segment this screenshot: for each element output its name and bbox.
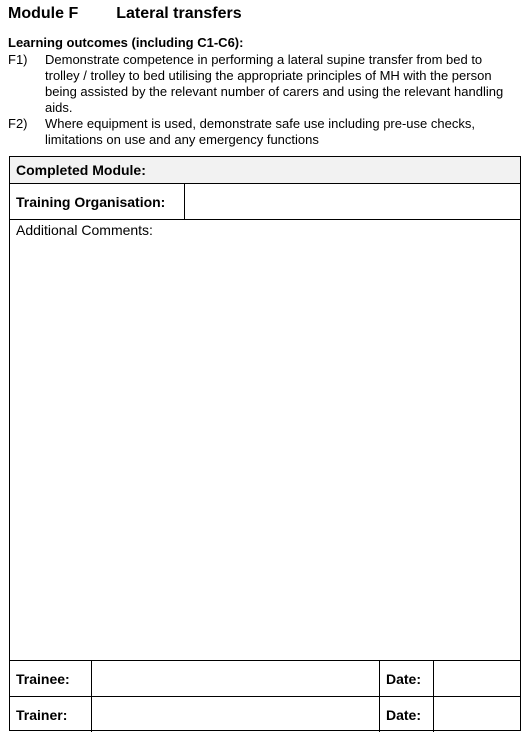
outcome-text: Demonstrate competence in performing a lateral supine transfer from bed to trolley / trolley to bed utilising the appropriate principles of MH with the person being assisted by the relevant number of carers and using the relevant handling aids. <box>45 52 504 115</box>
module-name: Lateral transfers <box>116 5 242 22</box>
completed-module-row <box>10 157 520 184</box>
trainer-date-label: Date: <box>386 706 422 723</box>
learning-outcome-f1 <box>8 52 518 116</box>
outcome-code: F2) <box>8 116 28 131</box>
completion-form <box>9 156 521 731</box>
learning-outcomes-heading: Learning outcomes (including C1-C6): <box>8 35 244 50</box>
trainee-row <box>10 661 520 697</box>
trainee-date-field[interactable] <box>433 661 520 696</box>
trainer-row <box>10 697 520 732</box>
module-code: Module F <box>8 5 79 22</box>
outcome-code: F1) <box>8 52 28 67</box>
trainer-field[interactable] <box>91 697 379 732</box>
trainer-date-field[interactable] <box>433 697 520 732</box>
learning-outcome-f2 <box>8 116 518 148</box>
trainer-label: Trainer: <box>16 706 68 723</box>
trainee-date-label: Date: <box>386 670 422 687</box>
outcome-text: Where equipment is used, demonstrate safe use including pre-use checks, limitations on use and any emergency functions <box>45 116 475 147</box>
additional-comments-label: Additional Comments: <box>16 222 153 238</box>
training-organisation-label: Training Organisation: <box>16 193 166 210</box>
training-organisation-row <box>10 184 520 220</box>
completed-module-label: Completed Module: <box>16 162 146 178</box>
additional-comments-row[interactable] <box>10 220 520 661</box>
module-title <box>8 5 242 23</box>
trainee-label: Trainee: <box>16 670 70 687</box>
training-organisation-field[interactable] <box>184 184 520 219</box>
trainee-field[interactable] <box>91 661 379 696</box>
